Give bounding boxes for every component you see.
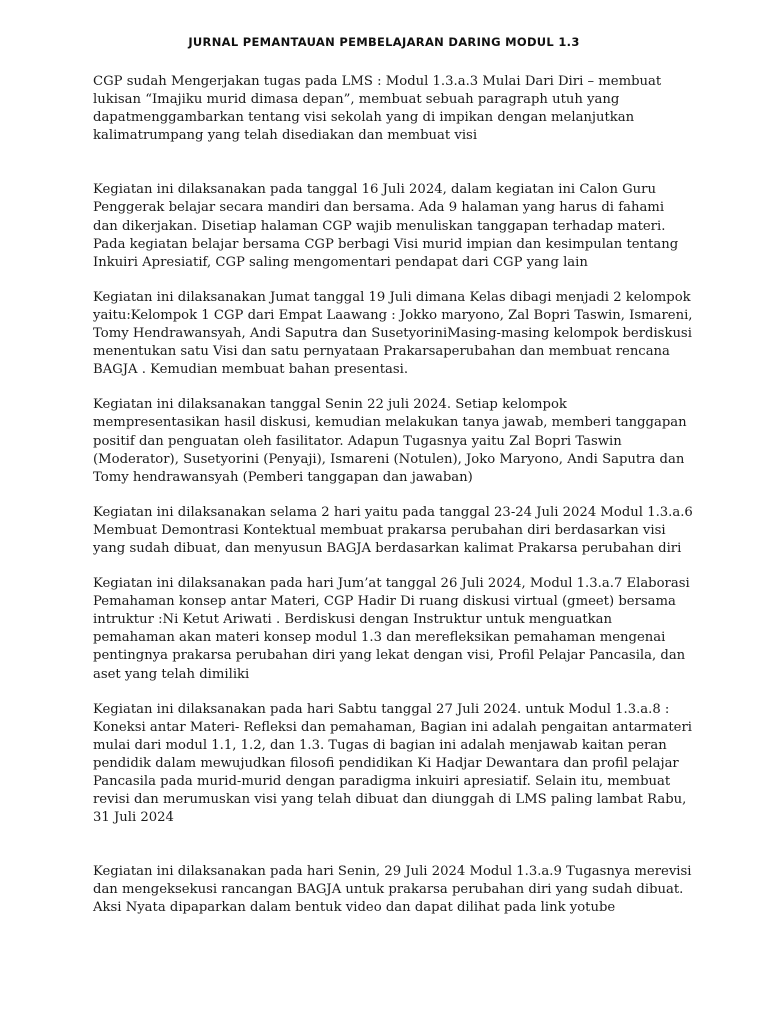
spacer xyxy=(93,827,693,863)
document-title: JURNAL PEMANTAUAN PEMBELAJARAN DARING MODUL 1.3 xyxy=(188,35,580,49)
document-body xyxy=(93,73,693,918)
paragraph-16-juli: Kegiatan ini dilaksanakan pada tanggal 16 Juli 2024, dalam kegiatan ini Calon Guru Penggerak belajar secara mandiri dan bersama. Ada 9 halaman yang harus di fahami dan dikerjakan. Disetiap halaman CGP wajib menuliskan tanggapan terhadap materi. Pada kegiatan belajar bersama CGP berbagi Visi murid impian dan kesimpulan tentang Inkuiri Apresiatif, CGP saling mengomentari pendapat dari CGP yang lain xyxy=(93,182,679,270)
paragraph-26-juli: Kegiatan ini dilaksanakan pada hari Jum’at tanggal 26 Juli 2024, Modul 1.3.a.7 Elaborasi Pemahaman konsep antar Materi, CGP Hadir Di ruang diskusi virtual (gmeet) bersama intruktur :Ni Ketut Ariwati . Berdiskusi dengan Instruktur untuk menguatkan pemahaman akan materi konsep modul 1.3 dan merefleksikan pemahaman mengenai pentingnya prakarsa perubahan diri yang lekat dengan visi, Profil Pelajar Pancasila, dan aset yang telah dimiliki xyxy=(93,576,690,682)
spacer xyxy=(93,272,693,289)
spacer xyxy=(93,558,693,575)
paragraph-23-24-juli: Kegiatan ini dilaksanakan selama 2 hari yaitu pada tanggal 23-24 Juli 2024 Modul 1.3.a.6 Membuat Demontrasi Kontektual membuat prakarsa perubahan diri berdasarkan visi yang sudah dibuat, dan menyusun BAGJA berdasarkan kalimat Prakarsa perubahan diri xyxy=(93,504,693,556)
spacer xyxy=(93,145,693,181)
spacer xyxy=(93,487,693,504)
paragraph-27-juli: Kegiatan ini dilaksanakan pada hari Sabtu tanggal 27 Juli 2024. untuk Modul 1.3.a.8 : Koneksi antar Materi- Refleksi dan pemahaman, Bagian ini adalah pengaitan antarmateri mulai dari modul 1.1, 1.2, dan 1.3. Tugas di bagian ini adalah menjawab kaitan peran pendidik dalam mewujudkan filosofi pendidikan Ki Hadjar Dewantara dan profil pelajar Pancasila pada murid-murid dengan paradigma inkuiri apresiatif. Selain itu, membuat revisi dan merumuskan visi yang telah dibuat dan diunggah di LMS paling lambat Rabu, 31 Juli 2024 xyxy=(93,701,692,826)
paragraph-22-juli: Kegiatan ini dilaksanakan tanggal Senin 22 juli 2024. Setiap kelompok mempresentasikan hasil diskusi, kemudian melakukan tanya jawab, memberi tanggapan positif dan penguatan oleh fasilitator. Adapun Tugasnya yaitu Zal Bopri Taswin (Moderator), Susetyorini (Penyaji), Ismareni (Notulen), Joko Maryono, Andi Saputra dan Tomy hendrawansyah (Pemberi tanggapan dan jawaban) xyxy=(93,397,687,485)
paragraph-intro: CGP sudah Mengerjakan tugas pada LMS : Modul 1.3.a.3 Mulai Dari Diri – membuat lukisan “Imajiku murid dimasa depan”, membuat sebuah paragraph utuh yang dapatmenggambarkan tentang visi sekolah yang di impikan dengan melanjutkan kalimatrumpang yang telah disediakan dan membuat visi xyxy=(93,74,662,144)
paragraph-19-juli: Kegiatan ini dilaksanakan Jumat tanggal 19 Juli dimana Kelas dibagi menjadi 2 kelompok yaitu:Kelompok 1 CGP dari Empat Laawang : Jokko maryono, Zal Bopri Taswin, Ismareni, Tomy Hendrawansyah, Andi Saputra dan SusetyoriniMasing-masing kelompok berdiskusi menentukan satu Visi dan satu pernyataan Prakarsaperubahan dan membuat rencana BAGJA . Kemudian membuat bahan presentasi. xyxy=(93,289,693,378)
paragraph-29-juli: Kegiatan ini dilaksanakan pada hari Senin, 29 Juli 2024 Modul 1.3.a.9 Tugasnya merevisi dan mengeksekusi rancangan BAGJA untuk prakarsa perubahan diri yang sudah dibuat. Aksi Nyata dipaparkan dalam bentuk video dan dapat dilihat pada link yotube xyxy=(93,864,692,916)
spacer xyxy=(93,684,693,701)
spacer xyxy=(93,379,693,396)
